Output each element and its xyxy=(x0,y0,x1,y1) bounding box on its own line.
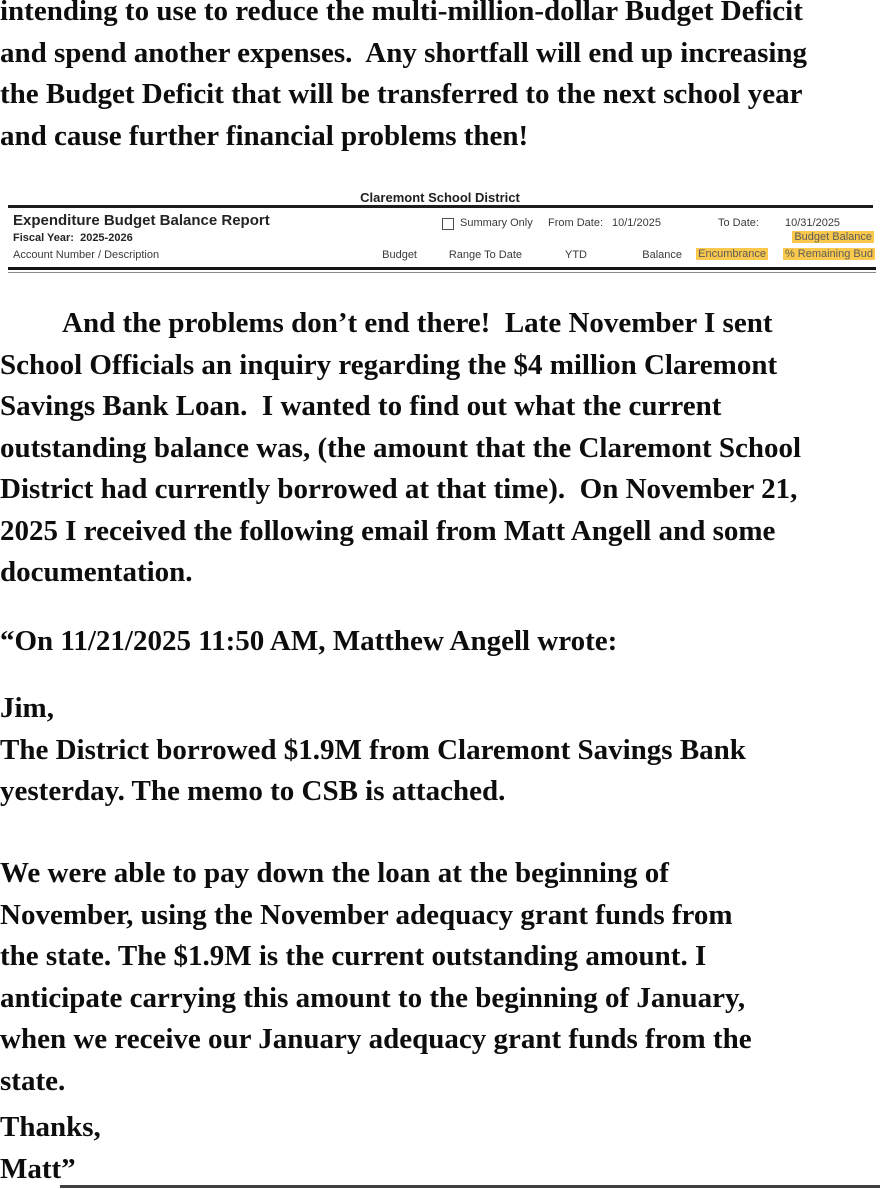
text-line: Savings Bank Loan. I wanted to find out what the current xyxy=(0,390,722,422)
text-line: documentation. xyxy=(0,556,193,588)
column-account-description: Account Number / Description xyxy=(13,249,160,261)
paragraph-budget-deficit xyxy=(0,0,880,157)
text-line: 2025 I received the following email from Matt Angell and some xyxy=(0,514,776,547)
budget-balance-header: Budget Balance xyxy=(794,231,872,243)
text-line: anticipate carrying this amount to the beginning of January, xyxy=(0,981,746,1014)
summary-only-label: Summary Only xyxy=(460,217,533,229)
fiscal-year xyxy=(13,232,133,244)
text-line: yesterday. The memo to CSB is attached. xyxy=(0,775,506,807)
column-budget: Budget xyxy=(382,249,417,261)
cutoff-rule xyxy=(60,1185,880,1188)
from-date-label: From Date: xyxy=(548,217,604,229)
text-line: Jim, xyxy=(0,692,54,724)
text-line: District had currently borrowed at that time). On November 21, xyxy=(0,473,798,505)
paragraph-inquiry xyxy=(0,303,880,594)
text-line: Matt” xyxy=(0,1152,76,1185)
report-bottom-rule xyxy=(8,267,876,270)
text-line: Thanks, xyxy=(0,1111,101,1143)
paragraph-email-header xyxy=(0,621,880,663)
text-line: intending to use to reduce the multi-million-dollar Budget Deficit xyxy=(0,0,803,27)
text-line: “On 11/21/2025 11:50 AM, Matthew Angell wrote: xyxy=(0,625,618,657)
paragraph-email-body-1 xyxy=(0,688,880,813)
report-district-title: Claremont School District xyxy=(360,190,520,205)
expenditure-report-snippet xyxy=(0,190,880,276)
fiscal-year-label: Fiscal Year: xyxy=(13,232,74,244)
text-line: state. xyxy=(0,1064,66,1097)
text-line: when we receive our January adequacy grant funds from the xyxy=(0,1023,752,1055)
paragraph-email-body-2 xyxy=(0,853,880,1102)
column-balance: Balance xyxy=(642,249,682,261)
text-line: And the problems don’t end there! Late November I sent xyxy=(62,307,773,339)
to-date-value: 10/31/2025 xyxy=(785,217,841,229)
report-title: Expenditure Budget Balance Report xyxy=(13,212,270,229)
to-date-label: To Date: xyxy=(718,217,759,229)
report-bottom-rule-thin xyxy=(8,272,876,273)
report-top-rule xyxy=(8,205,873,208)
column-encumbrance: Encumbrance xyxy=(698,248,766,260)
summary-only-checkbox xyxy=(442,218,454,230)
text-line: November, using the November adequacy grant funds from xyxy=(0,898,733,931)
paragraph-email-signature xyxy=(0,1107,880,1189)
column-range-to-date: Range To Date xyxy=(448,249,522,261)
fiscal-year-value: 2025-2026 xyxy=(80,232,133,244)
text-line: the state. The $1.9M is the current outstanding amount. I xyxy=(0,940,707,972)
text-line: and spend another expenses. Any shortfall will end up increasing xyxy=(0,36,808,69)
from-date-value: 10/1/2025 xyxy=(612,217,661,229)
text-line: the Budget Deficit that will be transferred to the next school year xyxy=(0,78,803,110)
text-line: and cause further financial problems then! xyxy=(0,119,529,152)
text-line: School Officials an inquiry regarding the $4 million Claremont xyxy=(0,348,778,381)
text-line: The District borrowed $1.9M from Claremont Savings Bank xyxy=(0,733,746,766)
column-ytd: YTD xyxy=(565,249,587,261)
column-pct-remaining-budget: % Remaining Bud xyxy=(784,248,873,260)
text-line: We were able to pay down the loan at the beginning of xyxy=(0,857,669,889)
text-line: outstanding balance was, (the amount that the Claremont School xyxy=(0,431,802,464)
